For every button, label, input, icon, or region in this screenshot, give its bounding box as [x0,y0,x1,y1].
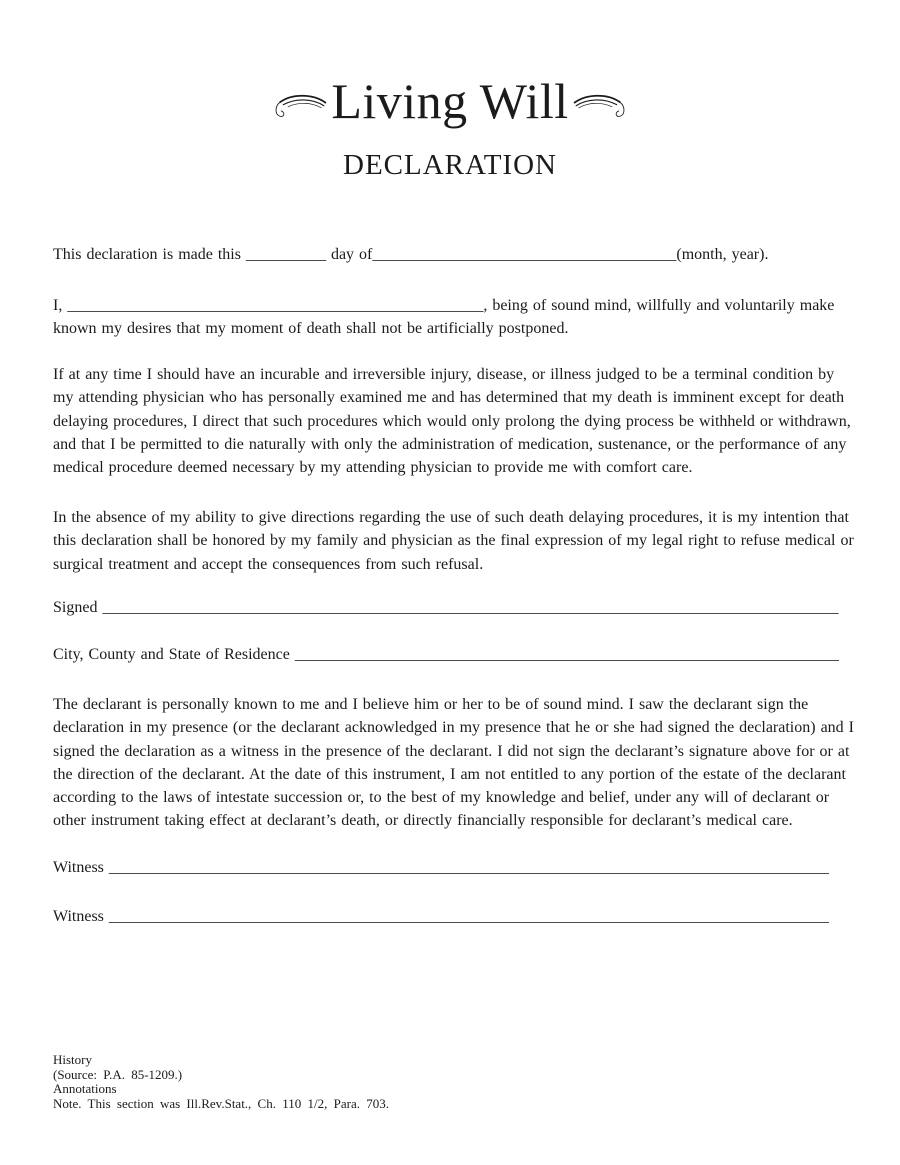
text-line: surgical treatment and accept the consequences from such refusal. [53,555,484,573]
text-line: declaration in my presence (or the declarant acknowledged in my presence that he or she had signed the declaration) and I [53,719,855,737]
calligraphic-swash-right-icon [573,92,625,121]
signature-fill-in-line: Signed ____________________________________________________________________________________________ [53,599,839,616]
terminal-condition-paragraph [53,363,851,479]
text-line: The declarant is personally known to me and I believe him or her to be of sound mind. I saw the declarant sign the [53,696,809,713]
text-line: I, ____________________________________________________, being of sound mind, willfully and voluntarily make [53,297,835,314]
residence-fill-in-line: City, County and State of Residence ____________________________________________________________________ [53,646,839,663]
text-line: known my desires that my moment of death shall not be artificially postponed. [53,320,569,338]
footer-source-line: (Source: P.A. 85-1209.) [53,1066,183,1082]
text-line: In the absence of my ability to give directions regarding the use of such death delaying procedures, it is my intention that [53,509,849,526]
text-line: according to the laws of intestate succession or, to the best of my knowledge and belief, under any will of declarant or [53,789,830,807]
text-line: the direction of the declarant. At the date of this instrument, I am not entitled to any portion of the estate of the declarant [53,765,846,783]
signed-signature-line [53,596,847,619]
date-fill-in-line: This declaration is made this __________ day of______________________________________(month, year). [53,246,769,263]
footer-note-line: Note. This section was Ill.Rev.Stat., Ch. 110 1/2, Para. 703. [53,1096,389,1112]
footer-history-label: History [53,1052,92,1067]
date-line-paragraph [53,243,847,266]
document-subtitle: DECLARATION [343,149,557,181]
declarant-statement-paragraph [53,294,847,341]
absence-of-ability-paragraph [53,506,854,576]
document-title: Living Will [331,73,569,129]
text-line: other instrument taking effect at declarant’s death, or directly financially responsible for declarant’s medical care. [53,812,793,830]
witness-signature-line-2 [53,905,847,928]
text-line: signed the declaration as a witness in the presence of the declarant. I did not sign the declarant’s signature above for or at [53,742,850,760]
calligraphic-swash-left-icon [275,92,327,121]
text-line: If at any time I should have an incurable and irreversible injury, disease, or illness judged to be a terminal condition by [53,366,835,383]
witness-fill-in-line: Witness __________________________________________________________________________________________ [53,859,829,876]
residence-line [53,643,847,666]
document-title-block [0,73,900,129]
witness-signature-line-1 [53,856,847,879]
witness-fill-in-line: Witness __________________________________________________________________________________________ [53,908,829,925]
footer-annotations-label: Annotations [53,1081,117,1097]
text-line: this declaration shall be honored by my family and physician as the final expression of my legal right to refuse medical or [53,532,854,550]
text-line: my attending physician who has personally examined me and has determined that my death is imminent except for death [53,389,845,407]
text-line: delaying procedures, I direct that such procedures which would only prolong the dying process be withheld or withdrawn, [53,412,851,430]
history-annotations-footer [53,1053,847,1112]
witness-attestation-paragraph [53,693,855,833]
text-line: and that I be permitted to die naturally with only the administration of medication, sustenance, or the performance of any [53,435,847,453]
text-line: medical procedure deemed necessary by my attending physician to provide me with comfort care. [53,459,693,477]
